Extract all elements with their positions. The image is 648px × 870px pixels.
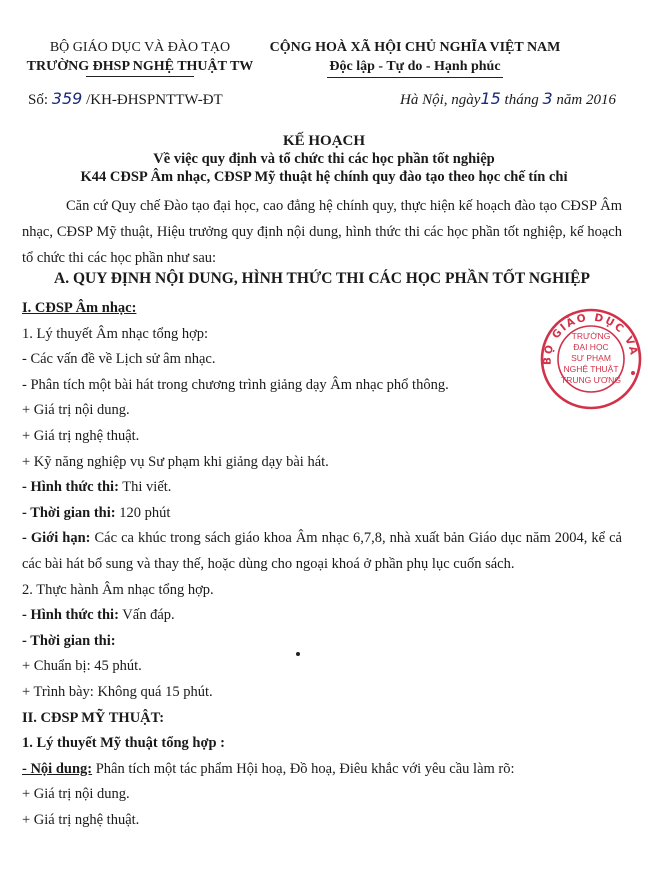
exam-time-line [22, 501, 622, 527]
list-item: + Giá trị nội dung. [22, 786, 130, 803]
document-body [22, 296, 622, 833]
exam-limit-value: Các ca khúc trong sách giáo khoa Âm nhạc 6,7,8, nhà xuất bản Giáo dục năm 2004, kể cả các bài hát bổ sung và thay thế, hoặc dùng cho ngoại khoá ở phần phụ lục cuốn sách. [22, 530, 622, 572]
date-prefix: Hà Nội, ngày [400, 92, 481, 108]
motto-underline [327, 77, 503, 78]
exam-limit-paragraph [22, 526, 622, 577]
seal-text-2: ĐẠI HỌC [573, 342, 609, 352]
list-item: + Giá trị nghệ thuật. [22, 811, 140, 828]
exam-time-label-2: - Thời gian thi: [22, 632, 116, 649]
ministry-name: BỘ GIÁO DỤC VÀ ĐÀO TẠO [49, 40, 231, 55]
exam-form-line-2 [22, 603, 622, 629]
issuing-agency-block [22, 38, 258, 77]
list-item: + Trình bày: Không quá 15 phút. [22, 683, 213, 700]
school-name: TRƯỜNG ĐHSP NGHỆ THUẬT TW [26, 59, 254, 74]
intro-text: Căn cứ Quy chế Đào tạo đại học, cao đẳng hệ chính quy, thực hiện kế hoạch đào tạo CĐSP Âm nhạc, CĐSP Mỹ thuật, Hiệu trưởng quy định nội dung, hình thức thi các học phần tốt nghiệp, kế hoạch tổ chức thi các học phần như sau: [22, 198, 622, 266]
list-item: + Chuẩn bị: 45 phút. [22, 658, 142, 675]
seal-text-4: NGHỆ THUẬT [563, 364, 619, 374]
seal-text-5: TRUNG ƯƠNG [561, 375, 621, 385]
section-a-heading: A. QUY ĐỊNH NỘI DUNG, HÌNH THỨC THI CÁC HỌC PHẦN TỐT NGHIỆP [54, 270, 590, 287]
list-item: - Phân tích một bài hát trong chương trình giảng dạy Âm nhạc phổ thông. [22, 376, 449, 393]
place-and-date [300, 89, 616, 109]
content-line [22, 757, 622, 783]
section-2-item-1-title: 1. Lý thuyết Mỹ thuật tổng hợp : [22, 735, 225, 752]
list-item: + Giá trị nội dung. [22, 402, 130, 419]
exam-limit-label: - Giới hạn: [22, 530, 91, 547]
agency-underline [86, 76, 194, 77]
intro-paragraph [22, 193, 622, 271]
date-day-handwritten: 15 [480, 89, 501, 108]
exam-time-label: - Thời gian thi: [22, 504, 116, 521]
exam-form-line [22, 475, 622, 501]
list-item: + Kỹ năng nghiệp vụ Sư phạm khi giảng dạy bài hát. [22, 453, 329, 470]
exam-form-value: Thi viết. [118, 479, 172, 496]
section-2-heading: II. CĐSP MỸ THUẬT: [22, 709, 165, 726]
date-middle: tháng [500, 92, 543, 108]
content-value: Phân tích một tác phẩm Hội hoạ, Đồ hoạ, Điêu khắc với yêu cầu làm rõ: [92, 760, 515, 777]
section-1-item-2-title: 2. Thực hành Âm nhạc tổng hợp. [22, 581, 214, 598]
exam-form-label-2: - Hình thức thi: [22, 607, 119, 624]
national-header-block [262, 38, 568, 78]
document-title-block [24, 132, 624, 186]
document-scope: K44 CĐSP Âm nhạc, CĐSP Mỹ thuật hệ chính quy đào tạo theo học chế tín chỉ [80, 169, 568, 185]
date-month-handwritten: 3 [542, 89, 553, 108]
doc-number-handwritten: 359 [51, 89, 83, 108]
exam-time-value: 120 phút [115, 504, 171, 521]
document-subject: Về việc quy định và tổ chức thi các học phần tốt nghiệp [153, 151, 495, 167]
date-suffix: năm 2016 [552, 92, 616, 108]
official-seal-stamp [535, 303, 643, 411]
document-number [28, 89, 223, 109]
seal-star-icon [631, 371, 635, 375]
doc-number-suffix: /KH-ĐHSPNTTW-ĐT [82, 92, 223, 108]
document-title: KẾ HOẠCH [282, 133, 366, 149]
content-label: - Nội dung: [22, 760, 93, 777]
exam-form-value-2: Vấn đáp. [118, 607, 175, 624]
country-name: CỘNG HOÀ XÃ HỘI CHỦ NGHĨA VIỆT NAM [269, 40, 561, 55]
section-1-item-1-title: 1. Lý thuyết Âm nhạc tổng hợp: [22, 325, 209, 342]
list-item: + Giá trị nghệ thuật. [22, 427, 140, 444]
ink-speck [296, 652, 300, 656]
seal-text-1: TRƯỜNG [571, 331, 611, 341]
seal-text-3: SƯ PHẠM [571, 353, 611, 363]
list-item: - Các vấn đề về Lịch sử âm nhạc. [22, 351, 216, 368]
section-1-heading: I. CĐSP Âm nhạc: [22, 300, 137, 316]
national-motto: Độc lập - Tự do - Hạnh phúc [329, 59, 501, 74]
doc-number-prefix: Số: [28, 92, 52, 108]
seal-ring-text: BỘ GIÁO DỤC VÀ [541, 311, 641, 366]
exam-form-label: - Hình thức thi: [22, 479, 119, 496]
